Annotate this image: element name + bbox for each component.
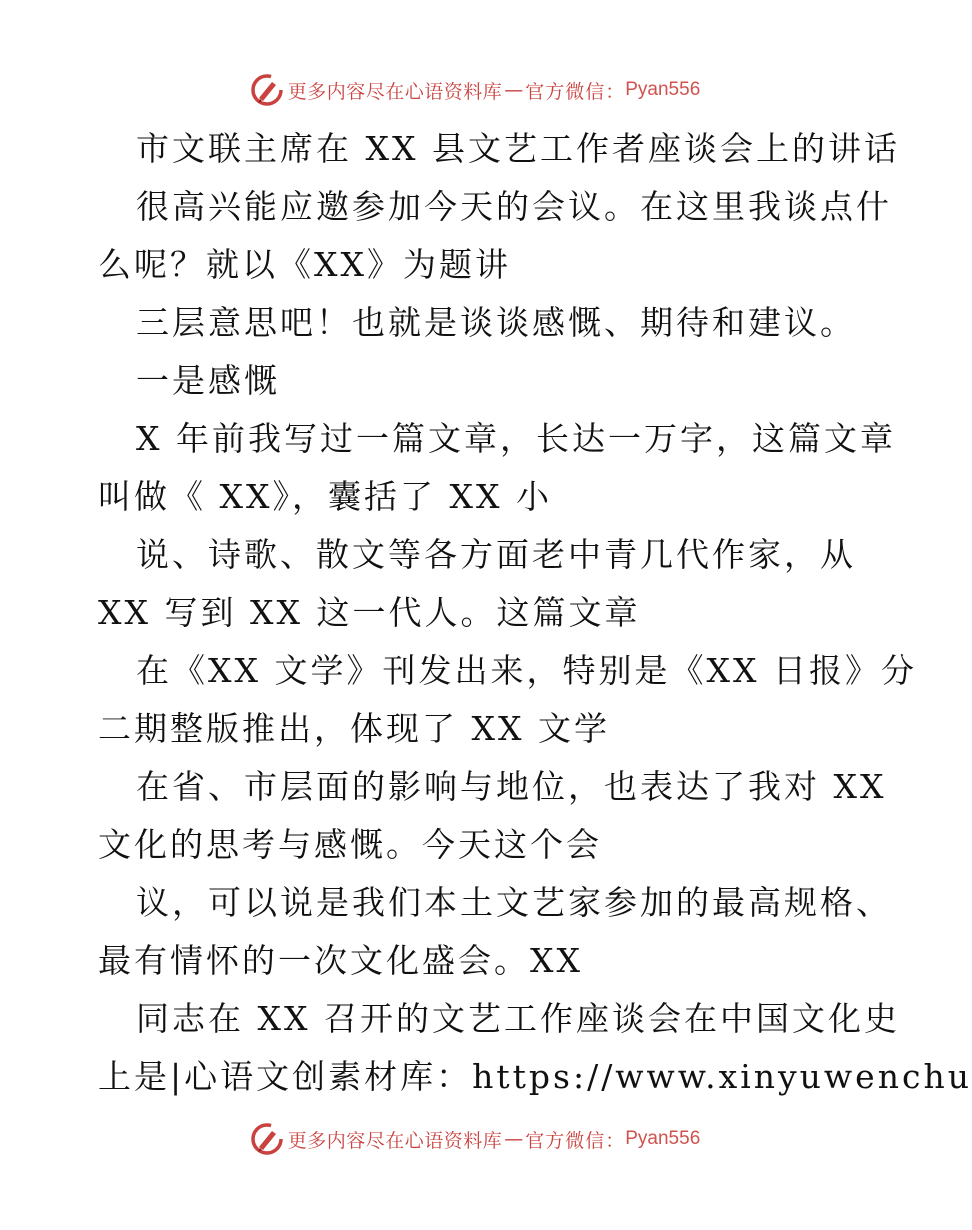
text-line: 说、诗歌、散文等各方面老中青几代作家，从: [136, 535, 856, 574]
text-line: XX 写到 XX 这一代人。这篇文章: [98, 593, 641, 632]
header-watermark: [0, 70, 950, 110]
text-line: 文化的思考与感慨。今天这个会: [98, 825, 602, 864]
brand-logo-icon: [250, 73, 284, 107]
text-line: 二期整版推出，体现了 XX 文学: [98, 709, 610, 748]
text-line: 三层意思吧！也就是谈谈感慨、期待和建议。: [136, 303, 856, 342]
text-line: 最有情怀的一次文化盛会。XX: [98, 941, 583, 980]
text-line: 叫做《 XX》，囊括了 XX 小: [98, 477, 552, 516]
document-title: 市文联主席在 XX 县文艺工作者座谈会上的讲话: [136, 129, 900, 168]
watermark-label: 官方微信：: [525, 80, 626, 103]
watermark-text: 更多内容尽在心语资料库: [287, 1129, 503, 1152]
text-line: X 年前我写过一篇文章，长达一万字，这篇文章: [136, 419, 896, 458]
text-line: 在《XX 文学》刊发出来，特别是《XX 日报》分: [136, 651, 917, 690]
text-line: 一是感慨: [136, 361, 280, 400]
footer-watermark: [0, 1119, 950, 1159]
brand-logo-icon: [250, 1122, 284, 1156]
watermark-separator: —: [504, 1128, 524, 1150]
document-body: [98, 120, 972, 1106]
watermark-label: 官方微信：: [525, 1129, 626, 1152]
text-line: 议，可以说是我们本土文艺家参加的最高规格、: [136, 883, 892, 922]
text-line: 在省、市层面的影响与地位，也表达了我对 XX: [136, 767, 887, 806]
watermark-wechat-id: Pyan556: [625, 79, 701, 100]
watermark-wechat-id: Pyan556: [625, 1128, 701, 1149]
text-line: 很高兴能应邀参加今天的会议。在这里我谈点什: [136, 187, 892, 226]
watermark-separator: —: [504, 79, 524, 101]
watermark-text: 更多内容尽在心语资料库: [287, 80, 503, 103]
text-line: 么呢？就以《XX》为题讲: [98, 245, 511, 284]
text-line: 同志在 XX 召开的文艺工作座谈会在中国文化史: [136, 999, 900, 1038]
text-line: 上是|心语文创素材库：https://www.xinyuwenchu: [98, 1057, 972, 1096]
